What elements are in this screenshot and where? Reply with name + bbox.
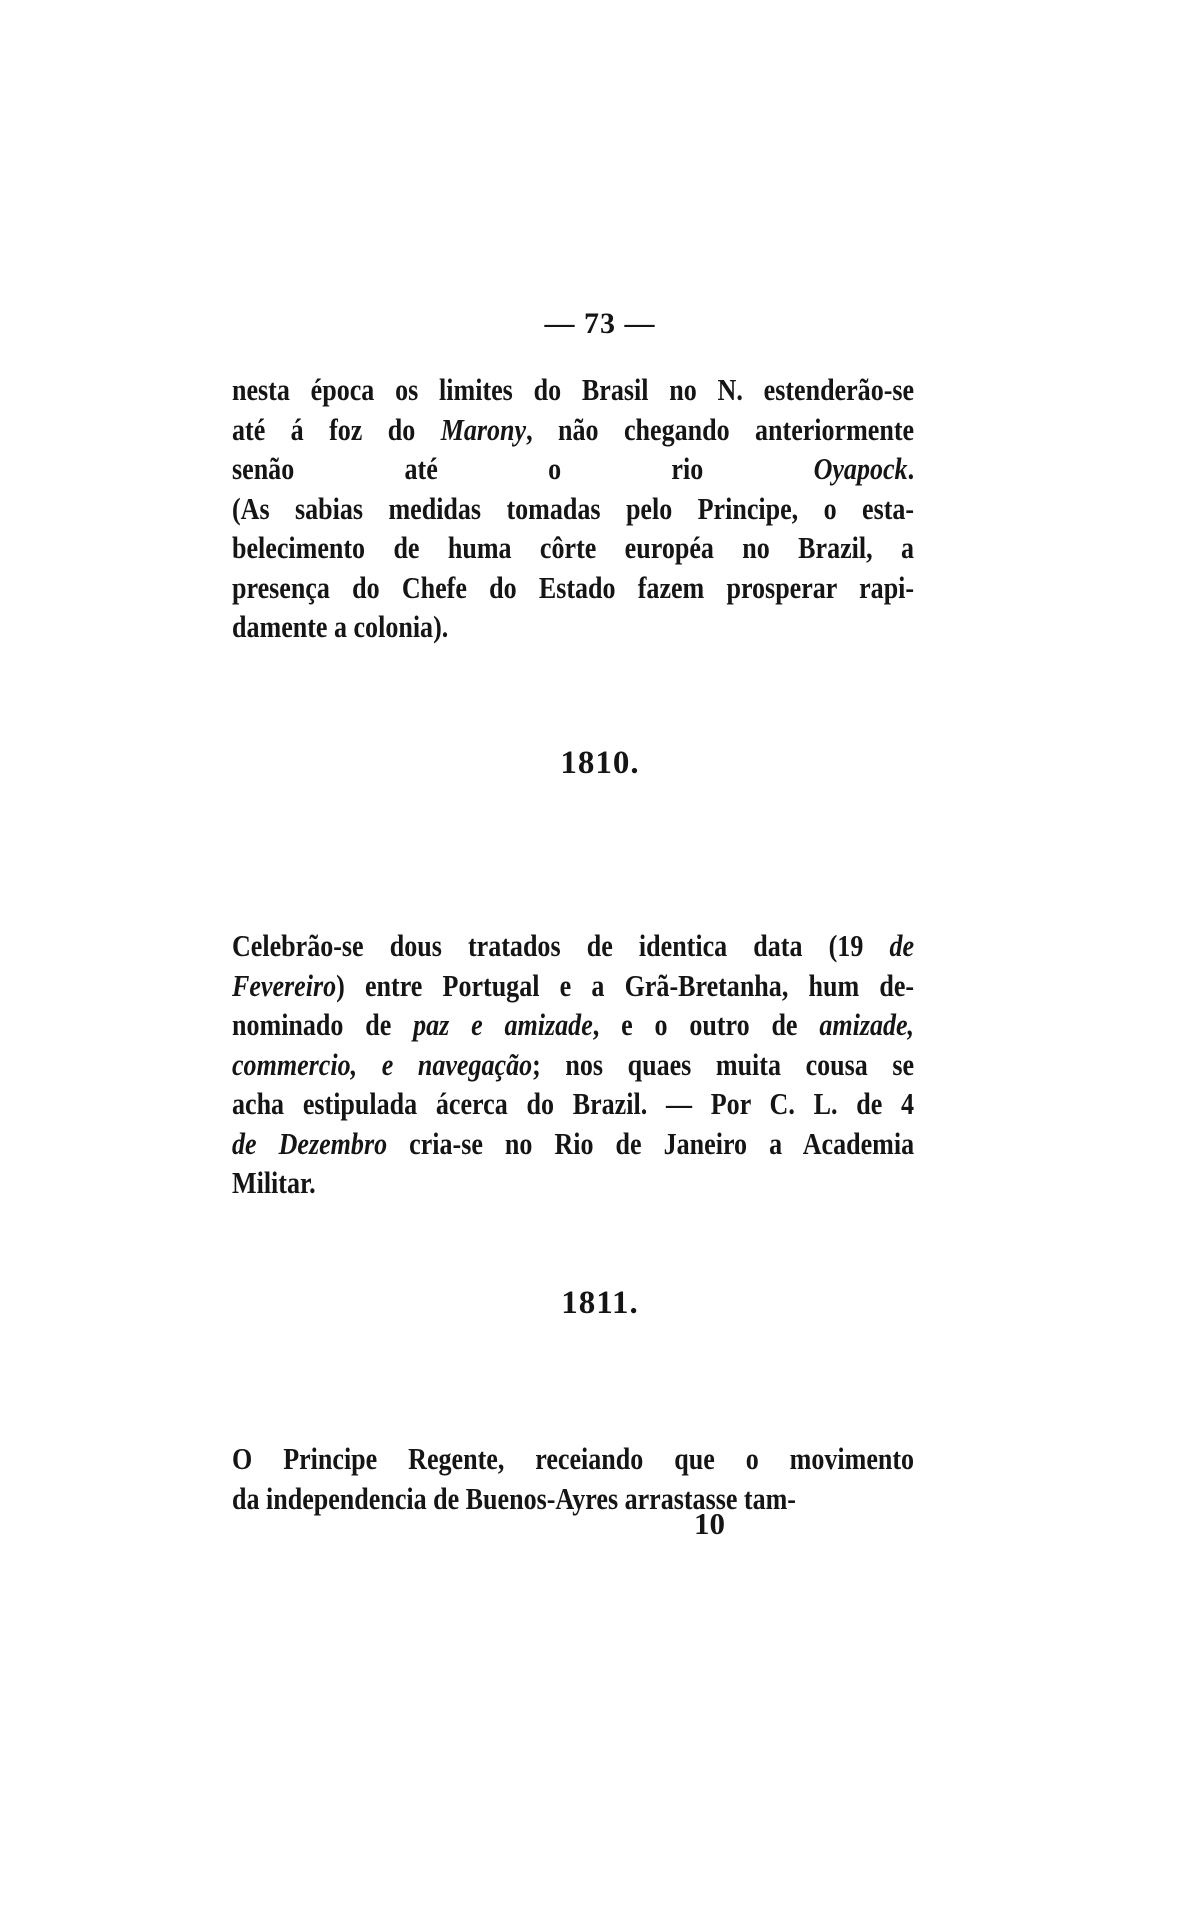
italic-run: Marony (440, 411, 527, 447)
italic-run: Oyapock (813, 451, 908, 486)
text-line: Militar. (232, 1165, 316, 1200)
text-line: nominado de paz e amizade, e o outro de amizade, (232, 1007, 915, 1042)
text-line: Celebrão-se dous tratados de identica data (19 de (232, 928, 915, 963)
year-heading-1810: 1810. (560, 745, 640, 781)
signature-mark: 10 (694, 1506, 725, 1541)
paragraph-1810 (232, 926, 915, 1203)
text-line: Fevereiro) entre Portugal e a Grã-Bretanha, hum de- (232, 967, 915, 1003)
text-line: da independencia de Buenos-Ayres arrastasse tam- (232, 1480, 796, 1516)
text-line: senão até o rio Oyapock. (232, 451, 915, 486)
paragraph-1809-continuation (232, 370, 915, 647)
text-line: commercio, e navegação; nos quaes muita cousa se (232, 1046, 915, 1082)
year-heading-1811: 1811. (561, 1285, 639, 1321)
text-line: damente a colonia). (232, 609, 449, 644)
italic-run: commercio, e navegação (232, 1046, 533, 1082)
italic-run: Fevereiro (232, 967, 337, 1003)
italic-run: de Dezembro (232, 1125, 388, 1161)
italic-run: paz e amizade (413, 1007, 593, 1042)
text-line: presença do Chefe do Estado fazem prosperar rapi- (232, 569, 915, 605)
text-line: acha estipulada ácerca do Brazil. — Por C. L. de 4 (232, 1086, 915, 1121)
text-line: O Principe Regente, receiando que o movimento (232, 1441, 915, 1476)
text-line: nesta época os limites do Brasil no N. estenderão-se (232, 372, 915, 407)
italic-run: amizade, (819, 1007, 915, 1042)
italic-run: de (889, 928, 915, 963)
text-line: de Dezembro cria-se no Rio de Janeiro a Academia (232, 1125, 915, 1161)
text-line: até á foz do Marony, não chegando anteriormente (232, 411, 915, 447)
page-number: — 73 — (544, 307, 656, 340)
text-line: (As sabias medidas tomadas pelo Principe, o esta- (232, 490, 915, 526)
text-line: belecimento de huma côrte européa no Brazil, a (232, 530, 915, 565)
